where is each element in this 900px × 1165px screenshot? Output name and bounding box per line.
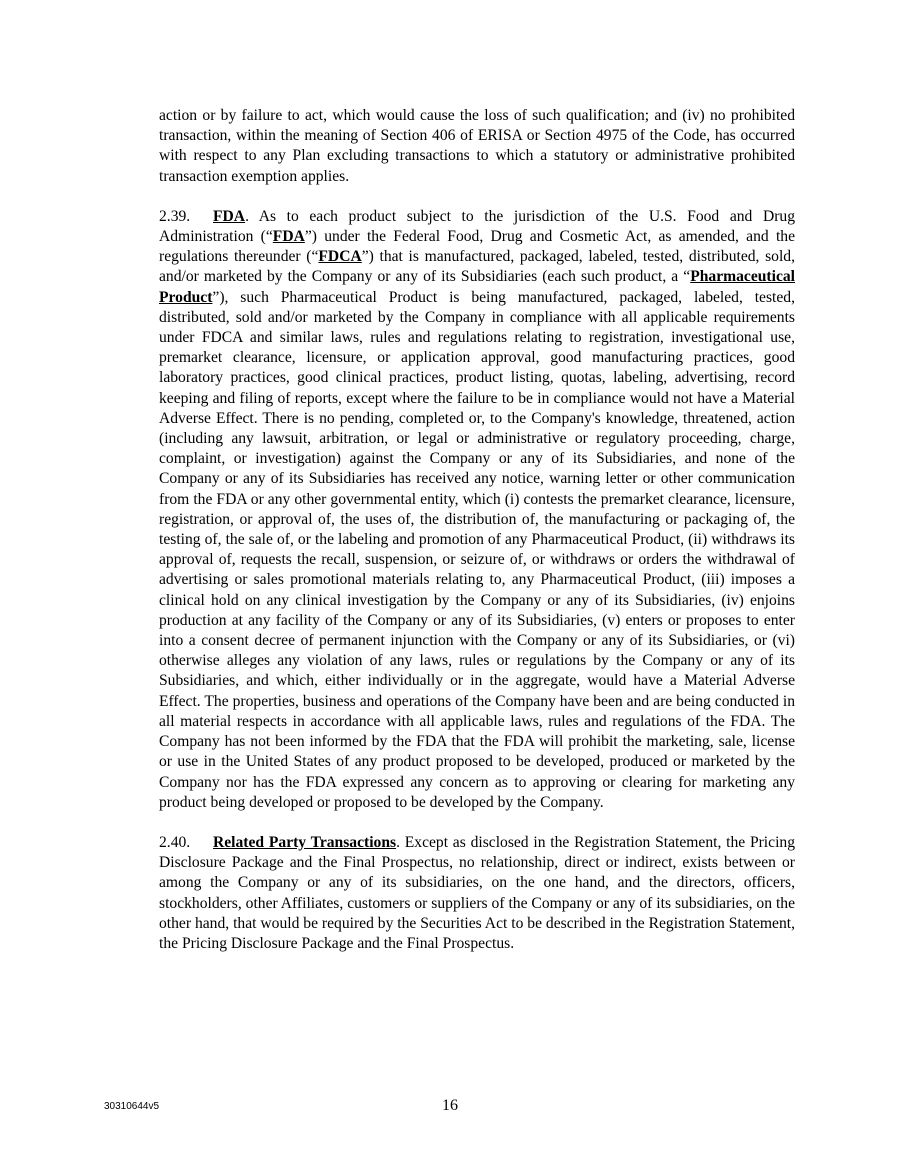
- section-text: . As to each product subject to the jurisdiction of the U.S. Food and Drug Administration (“: [159, 207, 795, 246]
- section-text: ”), such Pharmaceutical Product is being manufactured, packaged, labeled, tested, distributed, sold and/or marketed by the Company in compliance with all applicable requirements under FDCA and similar laws, rules and regulations relating to registration, investigational use, premarket clearance, licensure, or application approval, good manufacturing practices, good laboratory practices, good clinical practices, product listing, quotas, labeling, advertising, record keeping and filing of reports, except where the failure to be in compliance would not have a Material Adverse Effect. There is no pending, completed or, to the Company's knowledge, threatened, action (including any lawsuit, arbitration, or legal or administrative or regulatory proceeding, charge, complaint, or investigation) against the Company or any of its Subsidiaries, and none of the Company or any of its Subsidiaries has received any notice, warning letter or other communication from the FDA or any other governmental entity, which (i) contests the premarket clearance, licensure, registration, or approval of, the uses of, the distribution of, the manufacturing or packaging of, the testing of, the sale of, or the labeling and promotion of any Pharmaceutical Product, (ii) withdraws its approval of, requests the recall, suspension, or seizure of, or withdraws or orders the withdrawal of advertising or sales promotional materials relating to, any Pharmaceutical Product, (iii) imposes a clinical hold on any clinical investigation by the Company or any of its Subsidiaries, (iv) enjoins production at any facility of the Company or any of its Subsidiaries, (v) enters or proposes to enter into a consent decree of permanent injunction with the Company or any of its Subsidiaries, or (vi) otherwise alleges any violation of any laws, rules or regulations by the Company or any of its Subsidiaries, and which, either individually or in the aggregate, would have a Material Adverse Effect. The properties, business and operations of the Company have been and are being conducted in all material respects in accordance with all applicable laws, rules and regulations of the FDA. The Company has not been informed by the FDA that the FDA will prohibit the marketing, sale, license or use in the United States of any product proposed to be developed, produced or marketed by the Company nor has the FDA expressed any concern as to approving or clearing for marketing any product being developed or proposed to be developed by the Company.: [159, 288, 795, 811]
- defined-term: FDCA: [318, 248, 362, 266]
- paragraph-spacer: [159, 187, 795, 207]
- section-heading: FDA: [213, 207, 246, 225]
- section-2-39-fda: [159, 207, 795, 813]
- section-text: ”) under the Federal Food, Drug and Cosmetic Act, as amended, and the regulations thereunder (“: [159, 228, 795, 266]
- continued-paragraph: [159, 106, 795, 187]
- section-2-40-related-party: [159, 833, 795, 954]
- defined-term: FDA: [272, 228, 305, 246]
- continued-paragraph-text: action or by failure to act, which would cause the loss of such qualification; and (iv) no prohibited transaction, within the meaning of Section 406 of ERISA or Section 4975 of the Code, has occurred with respect to any Plan excluding transactions to which a statutory or administrative prohibited transaction exemption applies.: [159, 107, 795, 185]
- defined-term: Pharmaceutical Product: [159, 268, 795, 306]
- document-id: 30310644v5: [104, 1101, 160, 1112]
- page-number: 16: [442, 1097, 458, 1114]
- section-text: . Except as disclosed in the Registration Statement, the Pricing Disclosure Package and the Final Prospectus, no relationship, direct or indirect, exists between or among the Company or any of its subsidiaries, on the one hand, and the directors, officers, stockholders, other Affiliates, customers or suppliers of the Company or any of its subsidiaries, on the other hand, that would be required by the Securities Act to be described in the Registration Statement, the Pricing Disclosure Package and the Final Prospectus.: [159, 833, 795, 952]
- paragraph-spacer: [159, 813, 795, 833]
- document-body: [159, 106, 795, 954]
- section-heading: Related Party Transactions: [213, 833, 397, 851]
- section-number: 2.40.: [159, 833, 191, 851]
- section-text: ”) that is manufactured, packaged, labeled, tested, distributed, sold, and/or marketed by the Company or any of its Subsidiaries (each such product, a “: [159, 248, 795, 286]
- section-number: 2.39.: [159, 207, 191, 225]
